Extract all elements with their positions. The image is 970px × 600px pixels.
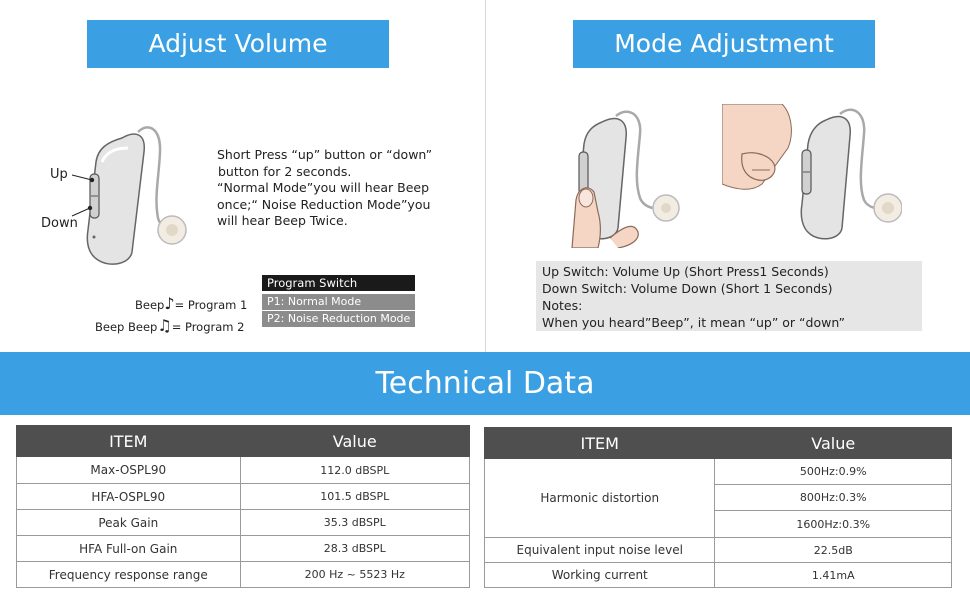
- value-cell: 28.3 dBSPL: [240, 536, 469, 562]
- table-row: [17, 510, 470, 536]
- instruction-line: once;“ Noise Reduction Mode”you: [217, 196, 431, 212]
- instruction-line: “Normal Mode”you will hear Beep: [217, 180, 430, 195]
- column-header-value: Value: [240, 426, 469, 457]
- value-cell: 101.5 dBSPL: [240, 484, 469, 510]
- item-cell: Frequency response range: [17, 562, 241, 588]
- column-header-item: ITEM: [485, 428, 715, 459]
- technical-table-right: [484, 427, 952, 588]
- item-cell: Working current: [485, 563, 715, 588]
- note-line: Up Switch: Volume Up (Short Press1 Seconds): [542, 264, 829, 279]
- program-2-label: = Program 2: [171, 320, 245, 334]
- instruction-line: will hear Beep Twice.: [217, 213, 348, 228]
- button-pointer-lines: [70, 170, 100, 220]
- program-switch-table: [262, 275, 415, 327]
- value-cell: 200 Hz ~ 5523 Hz: [240, 562, 469, 588]
- value-cell: 35.3 dBSPL: [240, 510, 469, 536]
- technical-table-left: [16, 425, 470, 588]
- value-cell: 112.0 dBSPL: [240, 457, 469, 484]
- column-header-value: Value: [715, 428, 952, 459]
- item-cell: Peak Gain: [17, 510, 241, 536]
- down-label: Down: [41, 216, 78, 231]
- item-cell: Max-OSPL90: [17, 457, 241, 484]
- program-1-label: = Program 1: [174, 298, 248, 312]
- table-row: [17, 536, 470, 562]
- harmonic-distortion-item: Harmonic distortion: [485, 459, 715, 538]
- table-row: [485, 538, 952, 563]
- music-note-icon: ♪: [164, 294, 175, 313]
- value-cell: 1.41mA: [715, 563, 952, 588]
- instruction-line: Short Press “up” button or “down”: [217, 147, 433, 162]
- volume-instructions: [217, 147, 447, 230]
- note-line: Down Switch: Volume Down (Short 1 Seconds): [542, 281, 833, 296]
- table-row: [485, 459, 952, 485]
- note-line: Notes:: [542, 298, 583, 313]
- program-p2: P2: Noise Reduction Mode: [262, 311, 415, 327]
- table-row: [17, 562, 470, 588]
- table-header-row: [17, 426, 470, 457]
- up-label: Up: [50, 167, 68, 182]
- double-music-note-icon: ♫: [157, 316, 172, 335]
- table-row: [485, 563, 952, 588]
- finger-press-illustration-icon: [568, 108, 688, 248]
- hand-holding-device-icon: [722, 104, 902, 249]
- beep-program-2: [95, 316, 244, 335]
- beep-beep-label: Beep Beep: [95, 320, 158, 334]
- value-cell: 500Hz:0.9%: [715, 459, 952, 485]
- program-p1: P1: Normal Mode: [262, 294, 415, 310]
- value-cell: 800Hz:0.3%: [715, 485, 952, 511]
- program-switch-header: Program Switch: [262, 275, 415, 291]
- mode-notes-box: [536, 261, 922, 331]
- value-cell: 22.5dB: [715, 538, 952, 563]
- item-cell: HFA Full-on Gain: [17, 536, 241, 562]
- value-cell: 1600Hz:0.3%: [715, 511, 952, 538]
- instruction-line: button for 2 seconds.: [218, 163, 352, 179]
- note-line: When you heard”Beep”, it mean “up” or “down”: [542, 315, 846, 330]
- column-header-item: ITEM: [17, 426, 241, 457]
- table-row: [17, 484, 470, 510]
- adjust-volume-panel: [0, 0, 485, 352]
- mode-adjustment-title: Mode Adjustment: [573, 20, 875, 68]
- beep-program-1: [135, 294, 247, 313]
- adjust-volume-title: Adjust Volume: [87, 20, 389, 68]
- table-row: [17, 457, 470, 484]
- table-header-row: [485, 428, 952, 459]
- item-cell: Equivalent input noise level: [485, 538, 715, 563]
- beep-label: Beep: [135, 298, 165, 312]
- technical-data-banner: Technical Data: [0, 352, 970, 415]
- item-cell: HFA-OSPL90: [17, 484, 241, 510]
